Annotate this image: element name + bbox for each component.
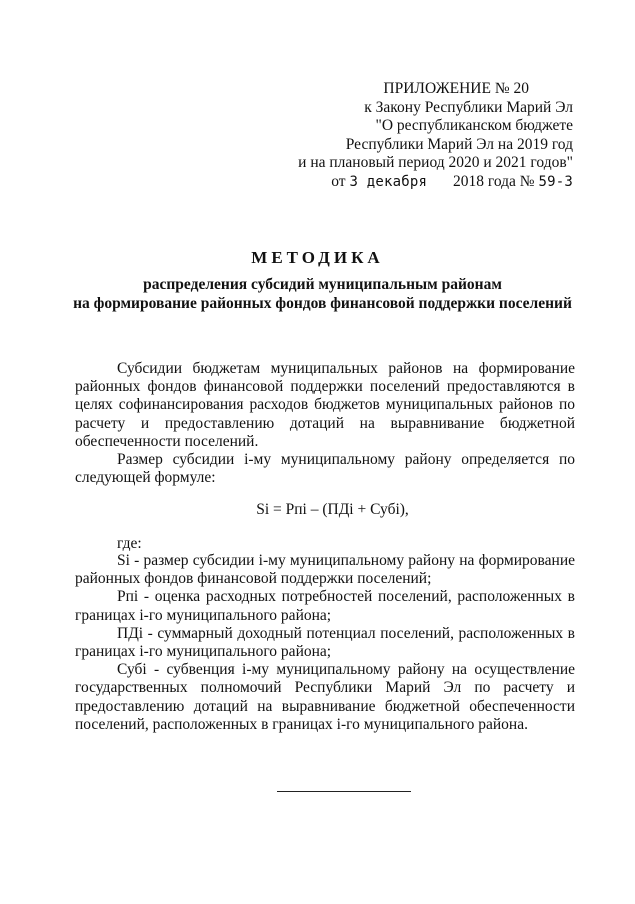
body-paragraph-2 bbox=[75, 451, 575, 487]
subtitle-line-2: на формирование районных фондов финансовой поддержки поселений bbox=[73, 295, 572, 312]
definitions-list bbox=[75, 552, 575, 734]
date-prefix: от bbox=[331, 172, 346, 190]
end-divider bbox=[277, 791, 411, 792]
body-paragraph-1 bbox=[75, 360, 575, 451]
appendix-date-line bbox=[273, 173, 573, 192]
where-label: где: bbox=[117, 535, 142, 552]
definition-item: Субi - субвенция i-му муниципальному району на осуществление государственных полномочий Республики Марий Эл по расчету и предоставлению дотаций на выравнивание бюджетной обеспеченности поселений, расположенных в границах i-го муниципального района. bbox=[75, 661, 575, 733]
appendix-law-title-2: Республики Марий Эл на 2019 год bbox=[345, 135, 573, 153]
date-typed: 3 декабря bbox=[349, 173, 428, 190]
subtitle-line-1: распределения субсидий муниципальным районам bbox=[143, 276, 502, 293]
paragraph-text: Размер субсидии i-му муниципальному району определяется по следующей формуле: bbox=[75, 451, 575, 487]
document-subtitle bbox=[50, 275, 595, 313]
paragraph-text: Субсидии бюджетам муниципальных районов на формирование районных фондов финансовой поддержки поселений предоставляются в целях софинансирования расходов бюджетов муниципальных районов по расчету и предоставлению дотаций на выравнивание бюджетной обеспеченности поселений. bbox=[75, 360, 575, 450]
document-title: МЕТОДИКА bbox=[251, 248, 384, 267]
definition-item: Рпi - оценка расходных потребностей поселений, расположенных в границах i-го муниципального района; bbox=[75, 588, 575, 624]
formula: Si = Рпi – (ПДi + Субi), bbox=[256, 501, 409, 518]
appendix-number: ПРИЛОЖЕНИЕ № 20 bbox=[383, 80, 529, 97]
appendix-law-ref: к Закону Республики Марий Эл bbox=[364, 98, 573, 116]
law-number-typed: 59-З bbox=[538, 173, 573, 190]
definition-item: ПДi - суммарный доходный потенциал поселений, расположенных в границах i-го муниципального района; bbox=[75, 624, 575, 661]
date-year: 2018 года № bbox=[453, 172, 535, 190]
definition-item: Si - размер субсидии i-му муниципальному району на формирование районных фондов финансовой поддержки поселений; bbox=[75, 552, 575, 588]
appendix-law-title-3: и на плановый период 2020 и 2021 годов" bbox=[298, 154, 573, 171]
appendix-header bbox=[273, 80, 573, 191]
appendix-law-title-1: "О республиканском бюджете bbox=[375, 117, 573, 134]
